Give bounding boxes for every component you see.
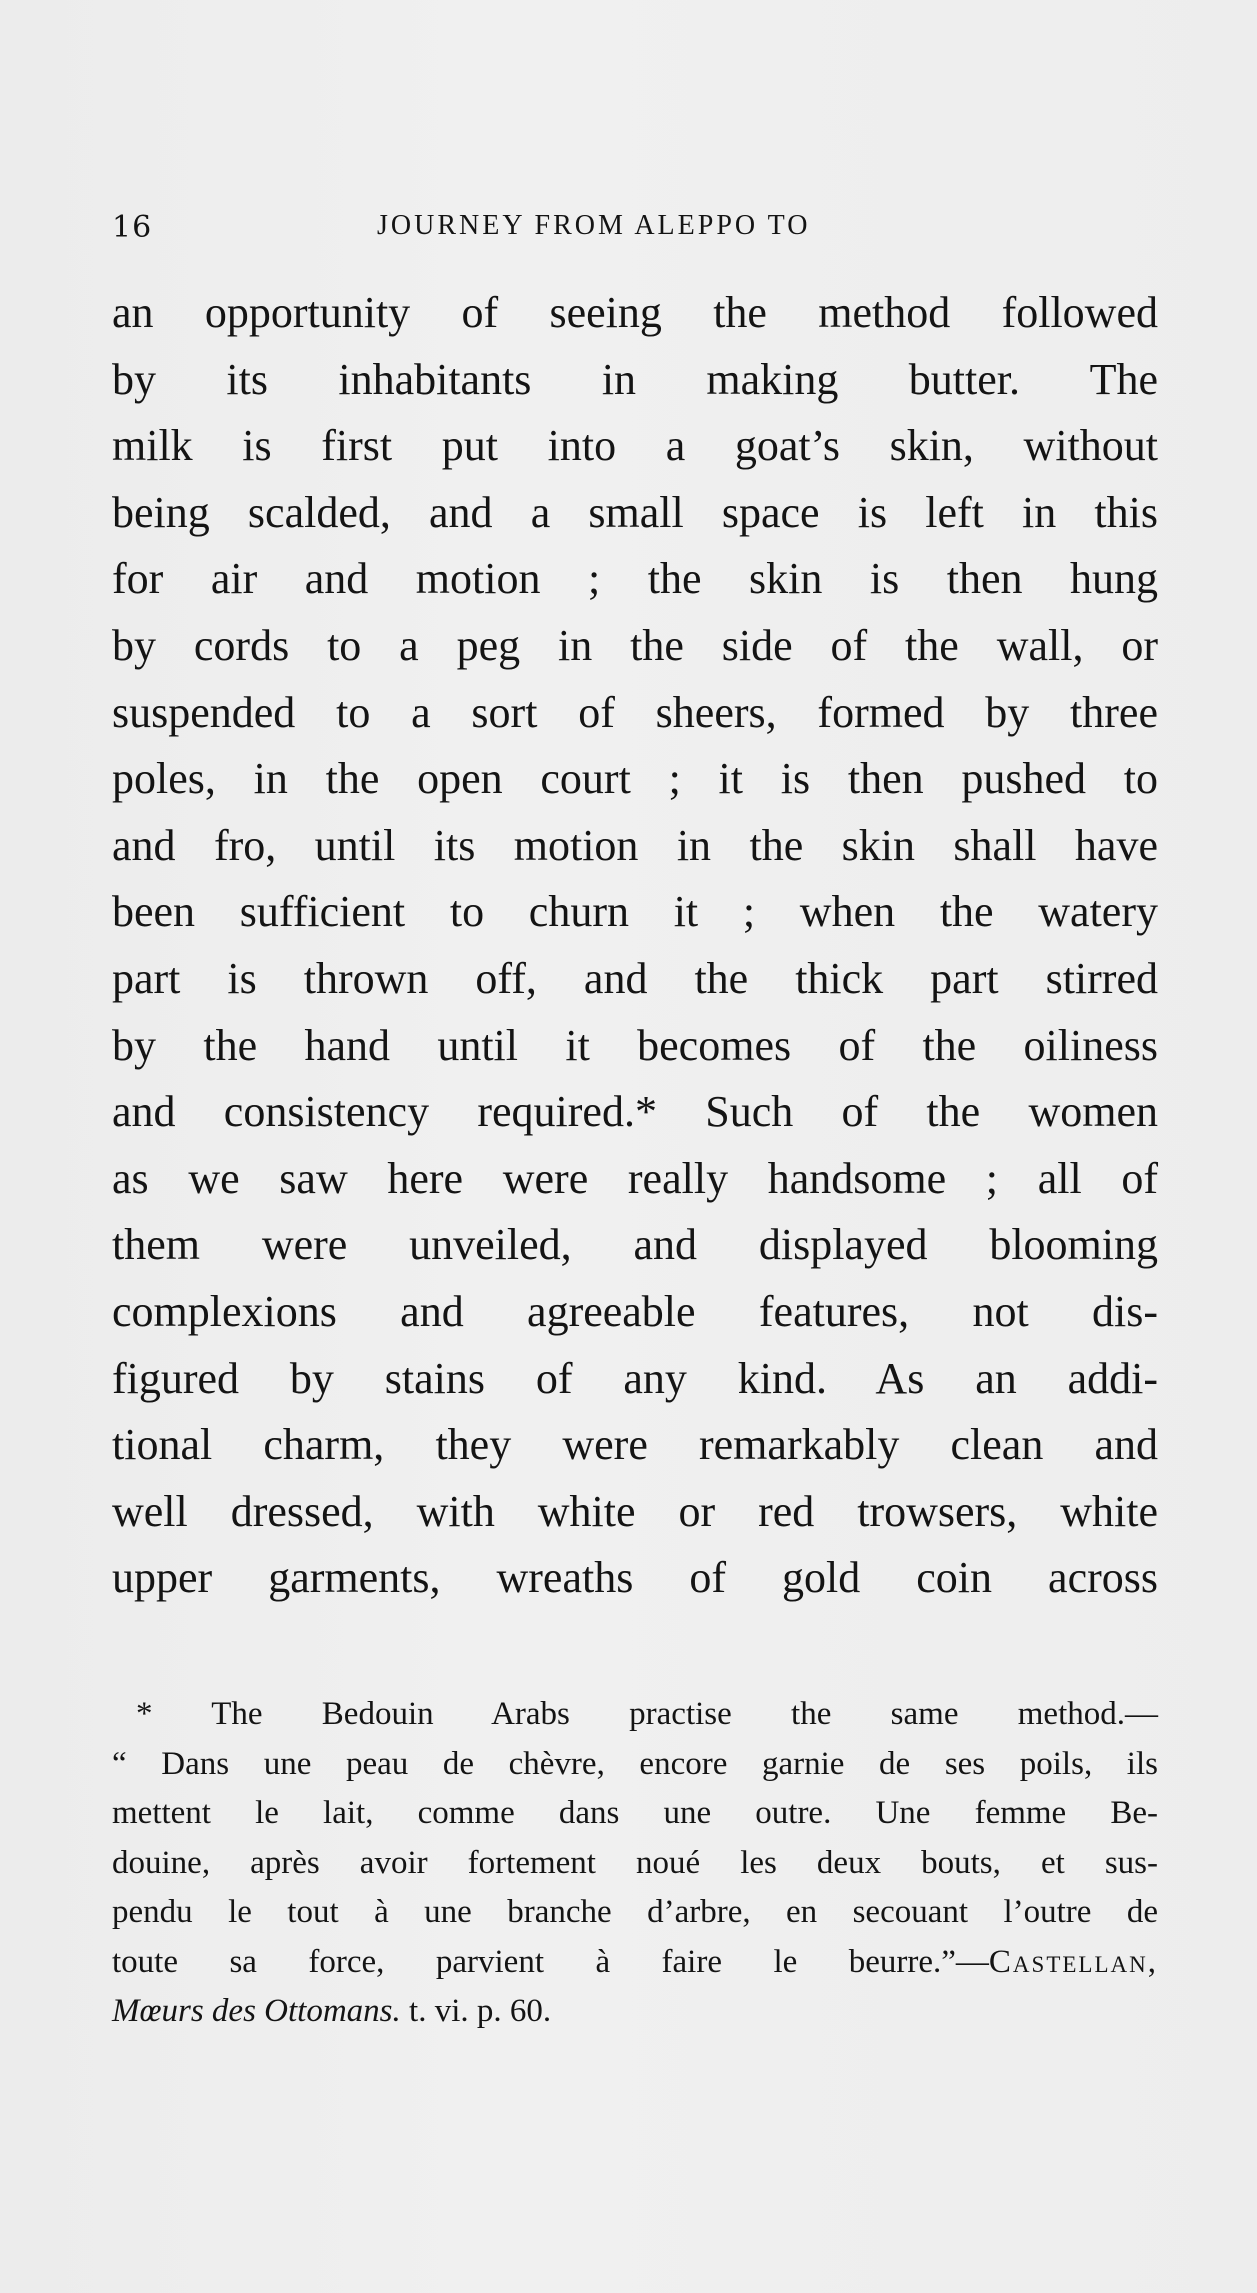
text-line: milk is first put into a goat’s skin, without <box>112 421 1158 471</box>
footnote-source-ref: t. vi. p. 60. <box>400 1993 552 2029</box>
footnote-line <box>112 1938 1158 1988</box>
footnote-text: toute sa force, parvient à faire le beurre.”— <box>112 1943 989 1980</box>
footnote-line: “ Dans une peau de chèvre, encore garnie de ses poils, ils <box>112 1745 1158 1782</box>
text-line: and consistency required.* Such of the women <box>112 1087 1158 1137</box>
text-line: being scalded, and a small space is left in this <box>112 487 1158 537</box>
page-header <box>112 210 1152 260</box>
footnote-line: mettent le lait, comme dans une outre. Une femme Be- <box>112 1795 1158 1831</box>
footnote-line: pendu le tout à une branche d’arbre, en secouant l’outre de <box>112 1894 1158 1930</box>
running-head: JOURNEY FROM ALEPPO TO <box>377 210 811 241</box>
text-line: figured by stains of any kind. As an addi- <box>112 1353 1158 1403</box>
text-line: upper garments, wreaths of gold coin across <box>112 1553 1158 1603</box>
footnote-line <box>112 1987 1158 2037</box>
footnote-line: * The Bedouin Arabs practise the same method.— <box>136 1696 1158 1732</box>
text-line: well dressed, with white or red trowsers, white <box>112 1486 1158 1536</box>
text-line: complexions and agreeable features, not dis- <box>112 1286 1158 1336</box>
footnote-line: douine, après avoir fortement noué les deux bouts, et sus- <box>112 1844 1158 1881</box>
body-text <box>112 280 1158 1612</box>
page-number: 16 <box>112 210 153 245</box>
text-line: poles, in the open court ; it is then pushed to <box>112 754 1158 804</box>
text-line: tional charm, they were remarkably clean and <box>112 1420 1158 1470</box>
text-line: been sufficient to churn it ; when the watery <box>112 887 1158 937</box>
text-line: an opportunity of seeing the method followed <box>112 288 1158 337</box>
text-line: suspended to a sort of sheers, formed by three <box>112 687 1158 737</box>
text-line: as we saw here were really handsome ; all of <box>112 1153 1158 1203</box>
text-line: for air and motion ; the skin is then hung <box>112 554 1158 604</box>
text-line: part is thrown off, and the thick part stirred <box>112 953 1158 1003</box>
footnote-source-title: Mœurs des Ottomans. <box>112 1993 401 2029</box>
footnote <box>112 1690 1158 2037</box>
text-line: and fro, until its motion in the skin shall have <box>112 820 1158 870</box>
text-line: by cords to a peg in the side of the wall, or <box>112 620 1158 670</box>
text-line: them were unveiled, and displayed blooming <box>112 1220 1158 1270</box>
text-line: by the hand until it becomes of the oiliness <box>112 1020 1158 1070</box>
text-line: by its inhabitants in making butter. The <box>112 354 1158 404</box>
footnote-author: Castellan, <box>988 1943 1158 1980</box>
